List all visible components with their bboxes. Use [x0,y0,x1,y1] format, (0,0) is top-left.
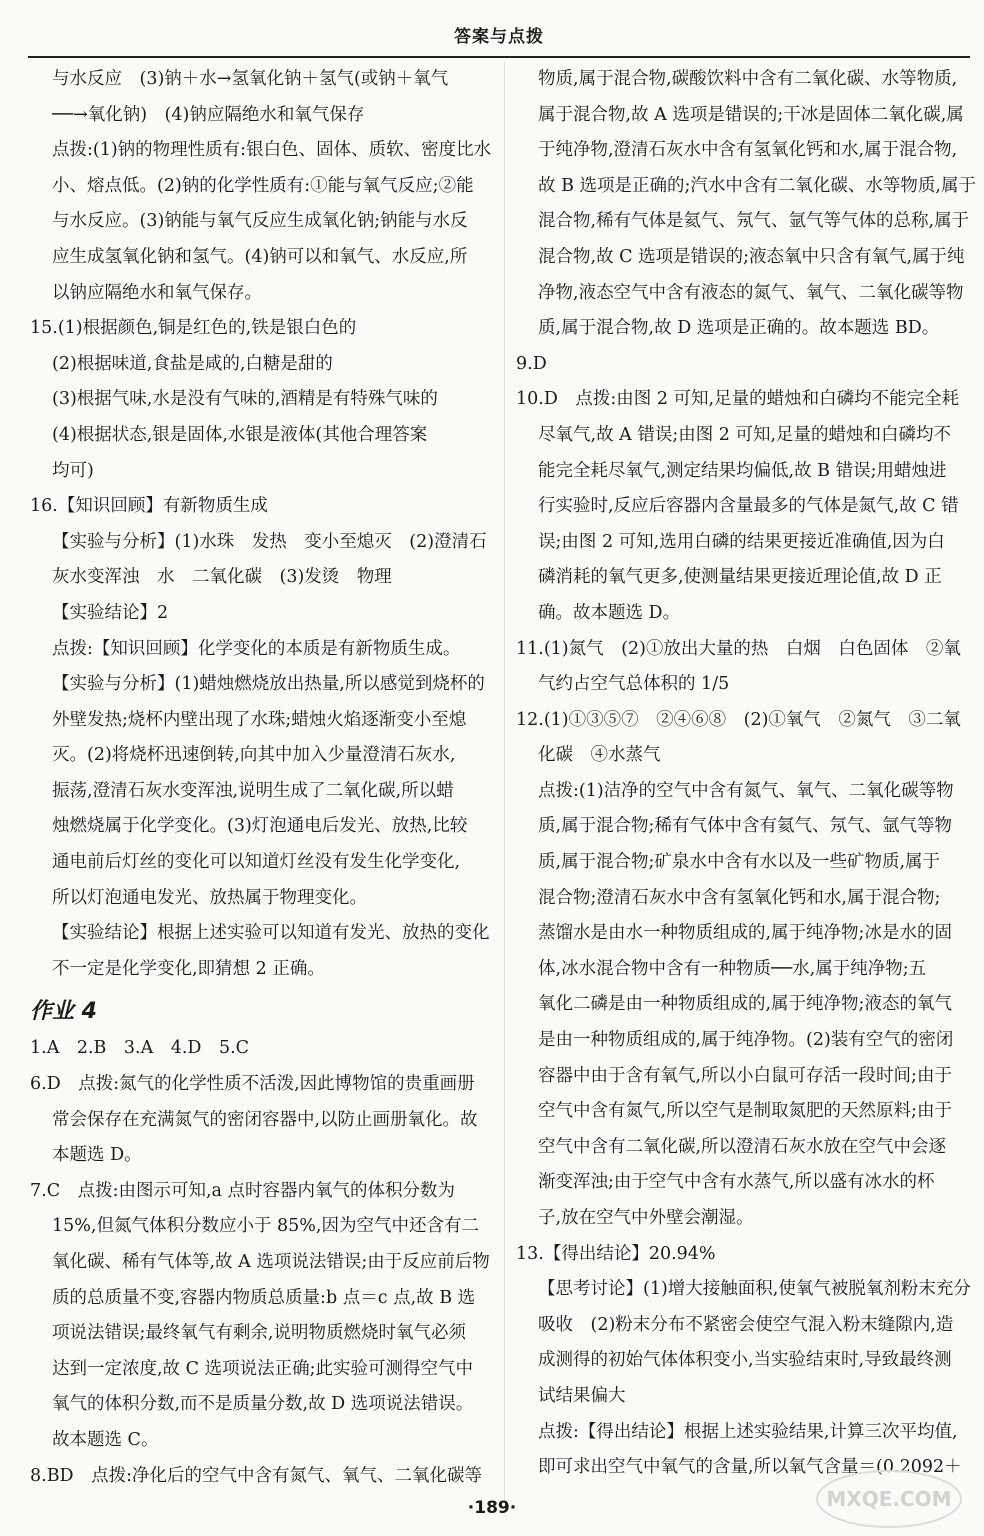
section-title: 作业 4 [30,999,97,1025]
watermark-logo [814,1468,964,1530]
page-number: ·189· [467,1498,517,1518]
text-line: 尽氧气,故 A 错误;由图 2 可知,足量的蜡烛和白磷均不 [538,424,952,445]
text-line: 小、熔点低。(2)钠的化学性质有:①能与氧气反应;②能 [52,175,474,196]
text-line: 于纯净物,澄清石灰水中含有氢氧化钙和水,属于混合物, [538,140,958,161]
text-line: 容器中由于含有氧气,所以小白鼠可存活一段时间;由于 [538,1065,952,1086]
text-line: 通电前后灯丝的变化可以知道灯丝没有发生化学变化, [52,852,461,873]
text-line: 净物,液态空气中含有液态的氮气、氧气、二氧化碳等物 [538,282,964,303]
text-line: 1.A 2.B 3.A 4.D 5.C [30,1038,250,1059]
text-line: 氧气的体积分数,而不是质量分数,故 D 选项说法错误。 [52,1394,474,1415]
text-line: 烛燃烧属于化学变化。(3)灯泡通电后发光、放热,比较 [52,816,468,837]
text-line: 6.D 点拨:氮气的化学性质不活泼,因此博物馆的贵重画册 [30,1074,475,1095]
text-line: 是由一种物质组成的,属于纯净物。(2)装有空气的密闭 [538,1030,954,1051]
text-line: 以钠应隔绝水和氧气保存。 [52,282,262,303]
text-line: 项说法错误;最终氧气有剩余,说明物质燃烧时氧气必须 [52,1323,466,1344]
text-line: 化碳 ④水蒸气 [538,745,661,766]
text-line: 蒸馏水是由水一种物质组成的,属于纯净物;冰是水的固 [538,923,952,944]
page-header [28,0,970,58]
text-line: 13.【得出结论】20.94% [516,1243,716,1264]
left-lines [30,62,492,987]
text-line: 振荡,澄清石灰水变浑浊,说明生成了二氧化碳,所以蜡 [52,780,454,801]
text-line: 与水反应 (3)钠＋水→氢氧化钠＋氢气(或钠＋氧气 [52,69,449,89]
text-line: 均可) [52,460,94,481]
text-line: 点拨:(1)洁净的空气中含有氮气、氧气、二氧化碳等物 [538,780,954,801]
text-line: 质的总质量不变,容器内物质总质量:b 点＝c 点,故 B 选 [52,1287,476,1308]
text-line: 达到一定浓度,故 C 选项说法正确;此实验可测得空气中 [52,1358,473,1379]
text-line: 外壁发热;烧杯内壁出现了水珠;蜡烛火焰逐渐变小至熄 [52,709,467,730]
text-line: 所以灯泡通电发光、放热属于物理变化。 [52,887,367,908]
text-line: 混合物;澄清石灰水中含有氢氧化钙和水,属于混合物; [538,887,941,908]
text-line: ──→氧化钠) (4)钠应隔绝水和氧气保存 [52,104,365,125]
text-line: 15.(1)根据颜色,铜是红色的,铁是银白色的 [30,318,357,339]
text-line: 点拨:(1)钠的物理性质有:银白色、固体、质软、密度比水 [52,140,492,161]
text-line: 混合物,稀有气体是氦气、氖气、氩气等气体的总称,属于 [538,211,970,232]
text-line: 【实验与分析】(1)水珠 发热 变小至熄灭 (2)澄清石 [52,531,487,552]
text-line: 11.(1)氮气 (2)①放出大量的热 白烟 白色固体 ②氧 [516,638,961,659]
text-line: 气约占空气总体积的 1/5 [538,674,730,695]
text-line: (4)根据状态,银是固体,水银是液体(其他合理答案 [52,424,428,445]
text-line: 9.D [516,353,547,374]
left-lines-after [30,1031,492,1494]
column-divider [504,62,505,1502]
right-lines [516,62,976,1486]
text-line: 灰水变浑浊 水 二氧化碳 (3)发烫 物理 [52,567,392,588]
text-line: 质,属于混合物;矿泉水中含有水以及一些矿物质,属于 [538,852,941,873]
text-line: 点拨:【知识回顾】化学变化的本质是有新物质生成。 [52,638,461,659]
text-line: 与水反应。(3)钠能与氧气反应生成氧化钠;钠能与水反 [52,211,468,232]
text-line: 7.C 点拨:由图示可知,a 点时容器内氧气的体积分数为 [30,1180,456,1201]
text-line: 故 B 选项是正确的;汽水中含有二氧化碳、水等物质,属于 [538,175,976,196]
text-line: (3)根据气味,水是没有气味的,酒精是有特殊气味的 [52,389,438,410]
text-line: 子,放在空气中外壁会潮湿。 [538,1208,754,1228]
text-line: 成测得的初始气体体积变小,当实验结束时,导致最终测 [538,1350,952,1371]
text-line: 试结果偏大 [538,1385,626,1406]
text-line: 10.D 点拨:由图 2 可知,足量的蜡烛和白磷均不能完全耗 [516,389,960,410]
text-line: 氧化碳、稀有气体等,故 A 选项说法错误;由于反应前后物 [52,1252,490,1272]
text-line: 12.(1)①③⑤⑦ ②④⑥⑧ (2)①氧气 ②氮气 ③二氧 [516,709,961,730]
text-line: 磷消耗的氧气更多,使测量结果更接近理论值,故 D 正 [538,567,942,588]
text-line: 物质,属于混合物,碳酸饮料中含有二氧化碳、水等物质, [538,69,958,89]
text-line: 【实验结论】2 [52,602,169,623]
text-line: 【思考讨论】(1)增大接触面积,使氧气被脱氧剂粉末充分 [538,1279,971,1300]
text-line: 灭。(2)将烧杯迅速倒转,向其中加入少量澄清石灰水, [52,745,456,766]
text-line: 渐变浑浊;由于空气中含有水蒸气,所以盛有冰水的杯 [538,1172,935,1193]
text-line: 空气中含有二氧化碳,所以澄清石灰水放在空气中会逐 [538,1136,947,1157]
text-line: 【实验结论】根据上述实验可以知道有发光、放热的变化 [52,923,490,944]
text-line: 故本题选 C。 [52,1429,159,1450]
text-line: 误;由图 2 可知,选用白磷的结果更接近准确值,因为白 [538,531,945,552]
text-line: 空气中含有氮气,所以空气是制取氮肥的天然原料;由于 [538,1101,952,1122]
text-line: 能完全耗尽氧气,测定结果均偏低,故 B 错误;用蜡烛进 [538,460,947,481]
text-line: 确。故本题选 D。 [538,602,681,623]
text-line: 混合物,故 C 选项是错误的;液态氧中只含有氧气,属于纯 [538,246,965,267]
text-line: 质,属于混合物;稀有气体中含有氦气、氖气、氩气等物 [538,816,952,837]
text-line: 不一定是化学变化,即猜想 2 正确。 [52,958,325,979]
text-line: 吸收 (2)粉末分布不紧密会使空气混入粉末缝隙内,造 [538,1314,954,1335]
text-line: 体,冰水混合物中含有一种物质──水,属于纯净物;五 [538,958,927,979]
text-line: 氧化二磷是由一种物质组成的,属于纯净物;液态的氧气 [538,994,952,1015]
text-line: 16.【知识回顾】有新物质生成 [30,496,268,517]
text-line: 应生成氢氧化钠和氢气。(4)钠可以和氧气、水反应,所 [52,246,468,267]
watermark-logo-icon [814,1468,964,1530]
text-line: 点拨:【得出结论】根据上述实验结果,计算三次平均值, [538,1421,958,1442]
text-line: 行实验时,反应后容器内含量最多的气体是氮气,故 C 错 [538,496,959,517]
text-line: 8.BD 点拨:净化后的空气中含有氮气、氧气、二氧化碳等 [30,1465,482,1486]
watermark-text: MXQE.COM [826,1487,952,1511]
header-title: 答案与点拨 [454,27,544,47]
text-line: 即可求出空气中氧气的含量,所以氧气含量＝(0.2092＋ [538,1457,962,1478]
text-line: 15%,但氮气体积分数应小于 85%,因为空气中还含有二 [52,1216,479,1237]
text-line: 属于混合物,故 A 选项是错误的;干冰是固体二氧化碳,属 [538,104,964,125]
text-line: 质,属于混合物,故 D 选项是正确的。故本题选 BD。 [538,318,940,339]
text-line: 常会保存在充满氮气的密闭容器中,以防止画册氧化。故 [52,1109,478,1130]
text-line: 本题选 D。 [52,1145,142,1166]
text-line: 【实验与分析】(1)蜡烛燃烧放出热量,所以感觉到烧杯的 [52,674,485,695]
left-column [30,62,492,1494]
text-line: (2)根据味道,食盐是咸的,白糖是甜的 [52,353,333,374]
right-column [516,62,976,1486]
